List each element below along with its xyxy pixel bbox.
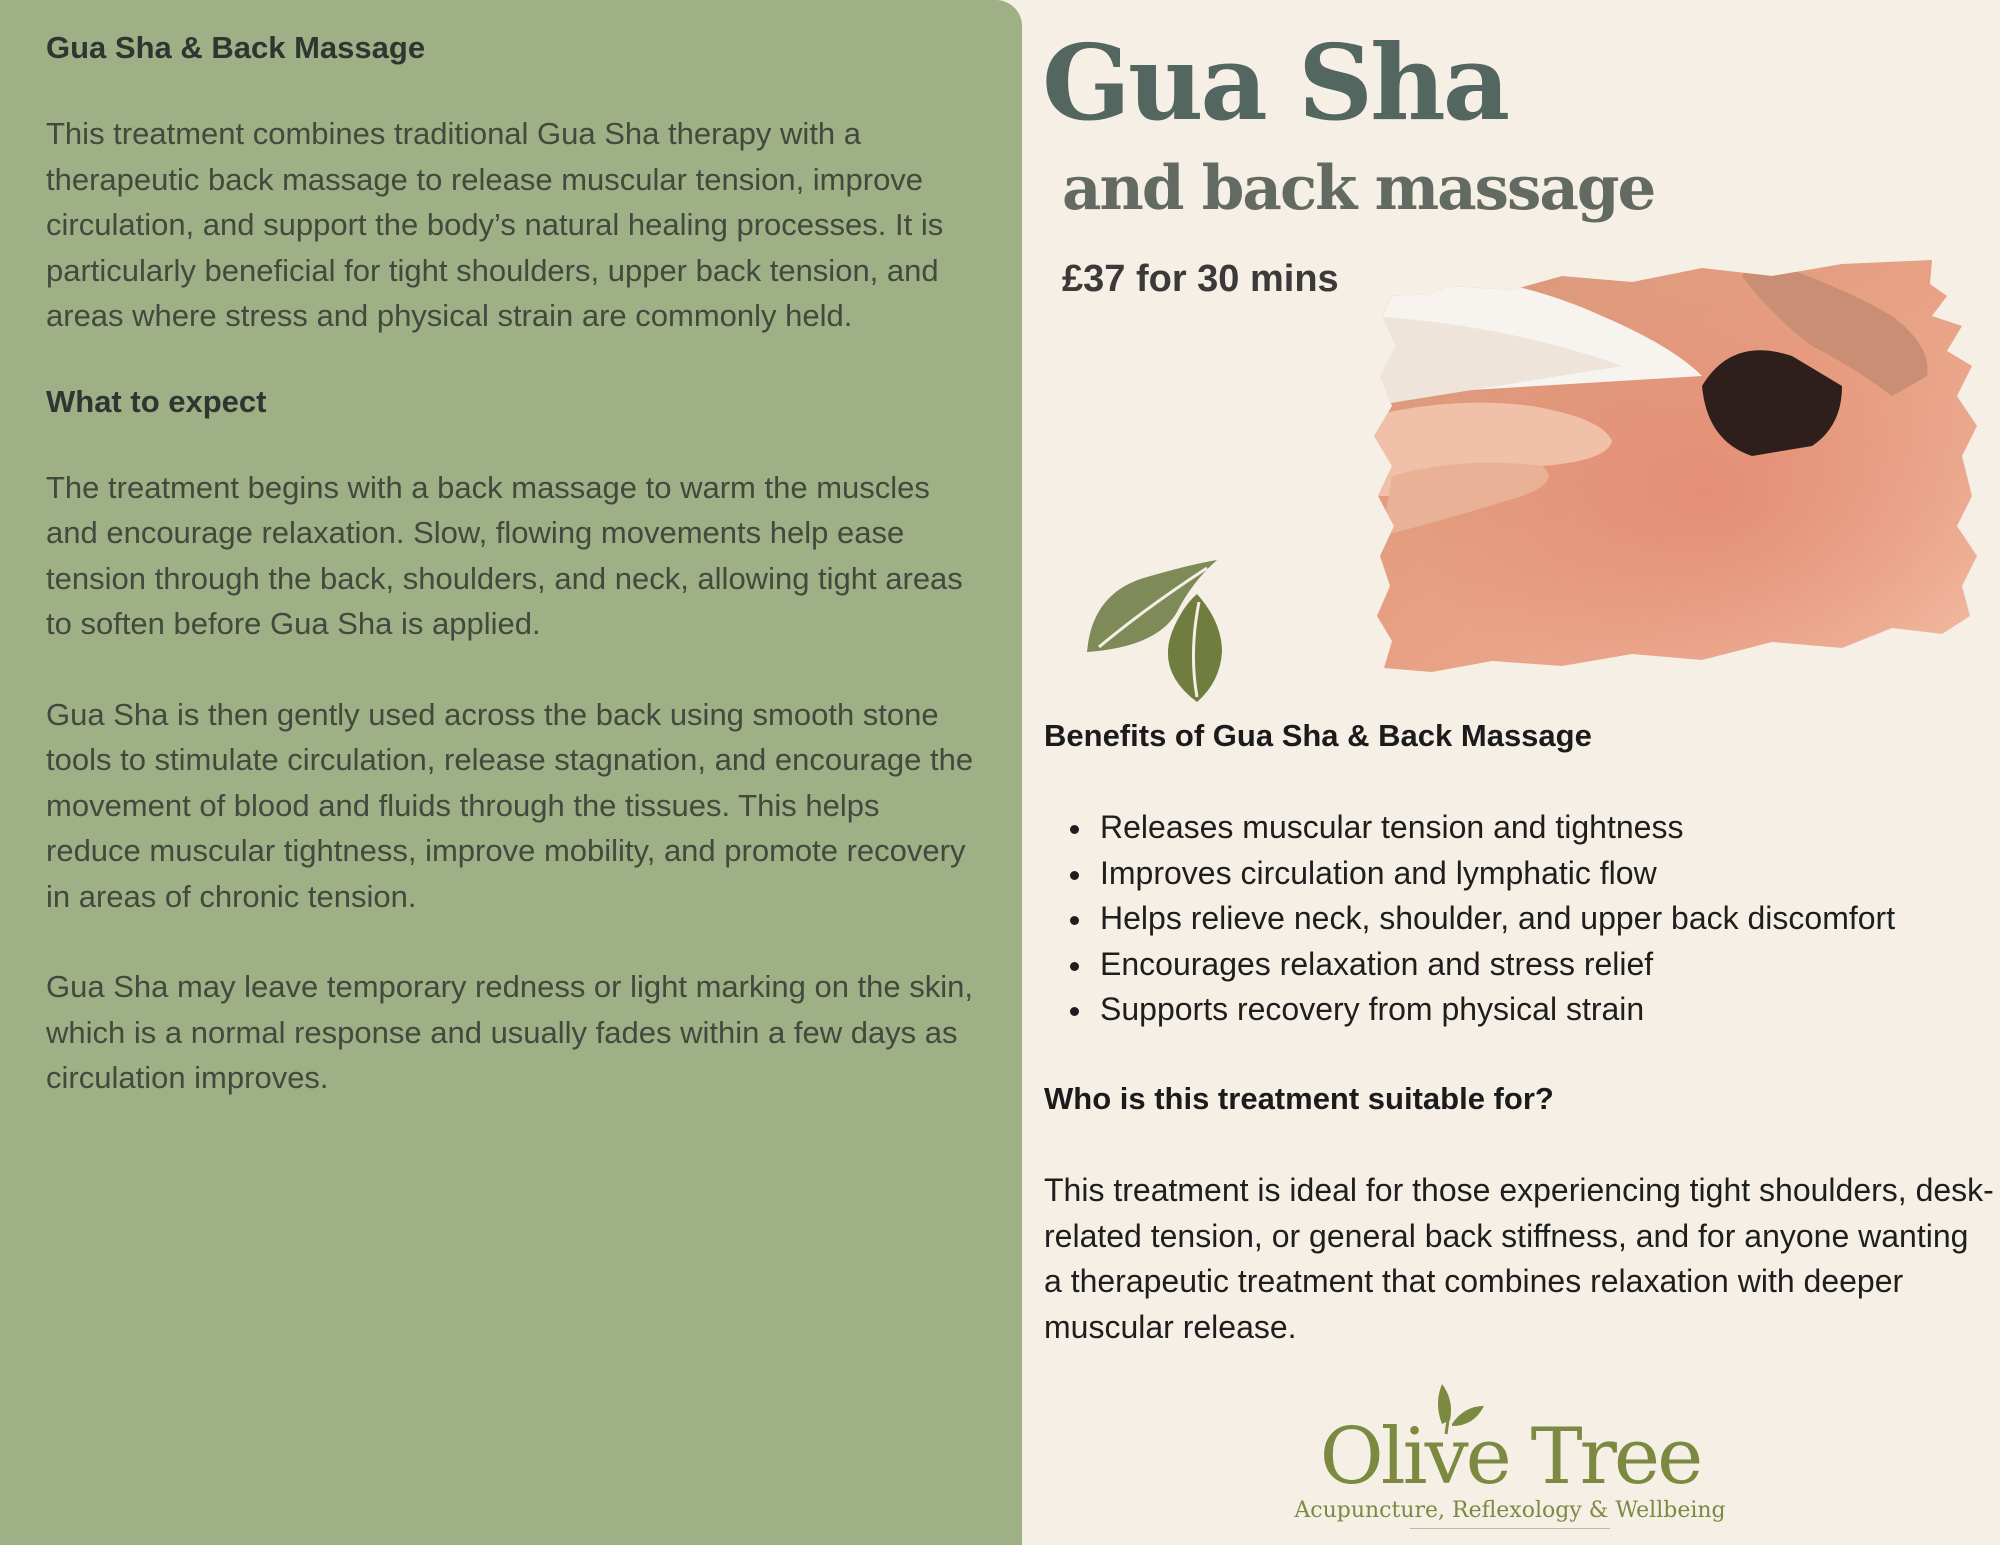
expect-paragraph-2: Gua Sha is then gently used across the back using smooth stone tools to stimulate circulation, release stagnation, and encourage the movement of blood and fluids through the tissues. This helps reduce muscular tightness, improve mobility, and promote recovery in areas of chronic tension. — [46, 696, 974, 914]
logo-name: Olive Tree — [1319, 1412, 1701, 1502]
price-label: £37 for 30 mins — [1062, 258, 1339, 300]
what-to-expect-heading: What to expect — [46, 383, 267, 419]
olive-tree-logo — [1290, 1380, 1730, 1530]
list-item: Supports recovery from physical strain — [1044, 987, 1895, 1033]
suitability-heading: Who is this treatment suitable for? — [1044, 1081, 1554, 1116]
list-item: Helps relieve neck, shoulder, and upper back discomfort — [1044, 896, 1895, 942]
expect-paragraph-3: Gua Sha may leave temporary redness or light marking on the skin, which is a normal response and usually fades within a few days as circulation improves. — [46, 969, 974, 1095]
treatment-heading: Gua Sha & Back Massage — [46, 30, 426, 65]
page-subtitle: and back massage — [1062, 153, 1655, 224]
list-item: Encourages relaxation and stress relief — [1044, 942, 1895, 988]
benefits-heading: Benefits of Gua Sha & Back Massage — [1044, 718, 1592, 753]
gua-sha-massage-photo — [1372, 256, 1982, 688]
intro-paragraph: This treatment combines traditional Gua Sha therapy with a therapeutic back massage to release muscular tension, improve circulation, and support the body’s natural healing processes. It is particularly beneficial for tight shoulders, upper back tension, and areas where stress and physical strain are commonly held. — [46, 116, 944, 333]
list-item: Improves circulation and lymphatic flow — [1044, 851, 1895, 897]
list-item: Releases muscular tension and tightness — [1044, 805, 1895, 851]
suitability-paragraph: This treatment is ideal for those experiencing tight shoulders, desk-related tension, or general back stiffness, and for anyone wanting a therapeutic treatment that combines relaxation with deeper muscular release. — [1044, 1172, 1994, 1345]
benefits-list — [1044, 805, 1895, 1033]
page-title: Gua Sha — [1042, 21, 1508, 144]
logo-divider — [1410, 1528, 1610, 1529]
expect-paragraph-1: The treatment begins with a back massage to warm the muscles and encourage relaxation. Slow, flowing movements help ease tension through the back, shoulders, and neck, allowing tight areas to soften before Gua Sha is applied. — [46, 469, 963, 641]
logo-tagline: Acupuncture, Reflexology & Wellbeing — [1294, 1498, 1726, 1523]
feature-panel — [1022, 0, 2000, 1545]
leaf-icon — [1077, 552, 1252, 712]
